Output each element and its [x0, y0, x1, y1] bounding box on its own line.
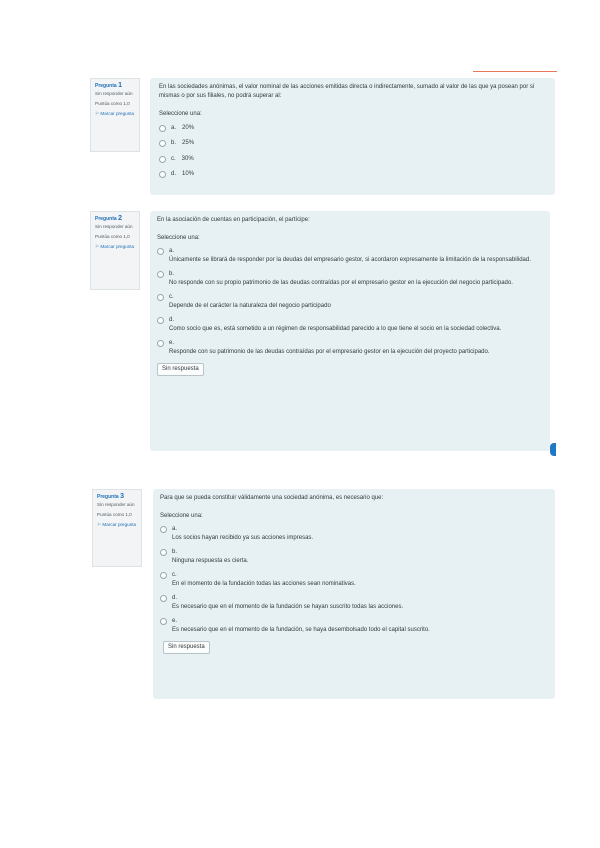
question-number: Pregunta 1: [95, 82, 122, 89]
flag-icon: ⚐: [95, 244, 100, 249]
option-text: 20%: [182, 124, 195, 131]
question-info-2: [90, 211, 140, 290]
option-text: 30%: [181, 155, 194, 162]
answer-option[interactable]: e. Responde con su patrimonio de las deudas contraídas por el empresario gestor en la ejecución del proyecto participado.: [157, 339, 543, 356]
option-text: Los socios hayan recibido ya sus acciones impresas.: [172, 534, 314, 541]
radio-button[interactable]: [157, 248, 164, 255]
radio-button[interactable]: [157, 317, 164, 324]
answer-option[interactable]: a. Únicamente se librará de responder por la deudas del empresario gestor, si acordaron expresamente la limitación de la responsabilidad.: [157, 247, 543, 264]
option-text: Depende de el carácter la naturaleza del negocio participado: [169, 302, 331, 309]
question-points: Puntúa como 1,0: [95, 101, 130, 106]
flag-question-link[interactable]: ⚐ Marcar pregunta: [95, 111, 135, 116]
answer-option[interactable]: e. Es necesario que en el momento de la fundación, se haya desembolsado todo el capital suscrito.: [160, 617, 548, 634]
question-status: Sin responder aún: [95, 224, 133, 229]
answer-option[interactable]: c. 30%: [159, 155, 546, 164]
radio-button[interactable]: [160, 572, 167, 579]
question-info-1: [90, 78, 140, 152]
answer-option[interactable]: d. Es necesario que en el momento de la fundación se hayan suscrito todas las acciones.: [160, 594, 548, 611]
answer-option[interactable]: a. Los socios hayan recibido ya sus acciones impresas.: [160, 525, 548, 542]
question-content-2: [150, 211, 550, 451]
flag-question-link[interactable]: ⚐ Marcar pregunta: [97, 522, 137, 527]
question-content-3: [153, 489, 555, 699]
option-text: 25%: [182, 140, 195, 146]
answer-option[interactable]: b. 25%: [159, 139, 546, 148]
flag-icon: ⚐: [95, 111, 100, 116]
answer-prompt: Seleccione una:: [160, 512, 203, 519]
radio-button[interactable]: [160, 526, 167, 533]
option-text: Es necesario que en el momento de la fundación se hayan suscrito todas las acciones.: [172, 603, 404, 610]
option-text: Es necesario que en el momento de la fundación, se haya desembolsado todo el capital suscrito.: [172, 626, 430, 633]
radio-button[interactable]: [157, 271, 164, 278]
radio-button[interactable]: [157, 294, 164, 301]
accent-line: [473, 71, 557, 72]
option-text: En el momento de la fundación todas las acciones sean nominativas.: [172, 580, 356, 587]
answer-option[interactable]: d. Como socio que es, está sometido a un régimen de responsabilidad parecido a lo que tiene el socio en la sociedad colectiva.: [157, 316, 543, 333]
question-info-3: [92, 489, 142, 567]
flag-icon: ⚐: [97, 522, 102, 527]
radio-button[interactable]: [159, 156, 166, 163]
question-number: Pregunta 3: [97, 493, 124, 500]
question-points: Puntúa como 1,0: [97, 512, 132, 517]
question-number: Pregunta 2: [95, 215, 122, 222]
question-text: En las sociedades anónimas, el valor nominal de las acciones emitidas directa o indirectamente, sumado al valor de las que ya posean por sí mismas o por sus filiales, no podrá superar al:: [159, 84, 535, 99]
clear-answer-button[interactable]: Sin respuesta: [163, 641, 210, 654]
side-scroll-tab[interactable]: [550, 443, 556, 456]
option-text: Responde con su patrimonio de las deudas contraídas por el empresario gestor en la ejecución del proyecto participado.: [169, 348, 490, 355]
option-text: Como socio que es, está sometido a un régimen de responsabilidad parecido a lo que tiene el socio en la sociedad colectiva.: [169, 325, 502, 332]
question-points: Puntúa como 1,0: [95, 234, 130, 239]
radio-button[interactable]: [159, 125, 166, 132]
question-status: Sin responder aún: [97, 502, 135, 507]
option-text: Únicamente se librará de responder por la deudas del empresario gestor, si acordaron expresamente la limitación de la responsabilidad.: [169, 256, 531, 263]
answer-option[interactable]: a. 20%: [159, 124, 546, 133]
answer-prompt: Seleccione una:: [159, 111, 202, 117]
answer-option[interactable]: d. 10%: [159, 170, 546, 179]
radio-button[interactable]: [159, 140, 166, 147]
radio-button[interactable]: [157, 340, 164, 347]
answer-prompt: Seleccione una:: [157, 234, 200, 241]
radio-button[interactable]: [160, 618, 167, 625]
radio-button[interactable]: [159, 171, 166, 178]
option-text: Ninguna respuesta es cierta.: [172, 557, 249, 564]
clear-answer-button[interactable]: Sin respuesta: [157, 363, 204, 376]
answer-option[interactable]: c. En el momento de la fundación todas las acciones sean nominativas.: [160, 571, 548, 588]
radio-button[interactable]: [160, 549, 167, 556]
option-text: 10%: [182, 171, 195, 177]
answer-option[interactable]: b. Ninguna respuesta es cierta.: [160, 548, 548, 565]
answer-option[interactable]: b. No responde con su propio patrimonio de las deudas contraídas por el empresario gestor en la ejecución del negocio participado.: [157, 270, 543, 287]
radio-button[interactable]: [160, 595, 167, 602]
option-text: No responde con su propio patrimonio de las deudas contraídas por el empresario gestor en la ejecución del negocio participado.: [169, 279, 513, 286]
answer-option[interactable]: c. Depende de el carácter la naturaleza del negocio participado: [157, 293, 543, 310]
question-text: En la asociación de cuentas en participación, el partícipe:: [157, 217, 310, 223]
flag-question-link[interactable]: ⚐ Marcar pregunta: [95, 244, 135, 249]
question-status: Sin responder aún: [95, 91, 133, 96]
question-text: Para que se pueda constituir válidamente una sociedad anónima, es necesario que:: [160, 495, 384, 501]
question-content-1: [150, 78, 555, 195]
